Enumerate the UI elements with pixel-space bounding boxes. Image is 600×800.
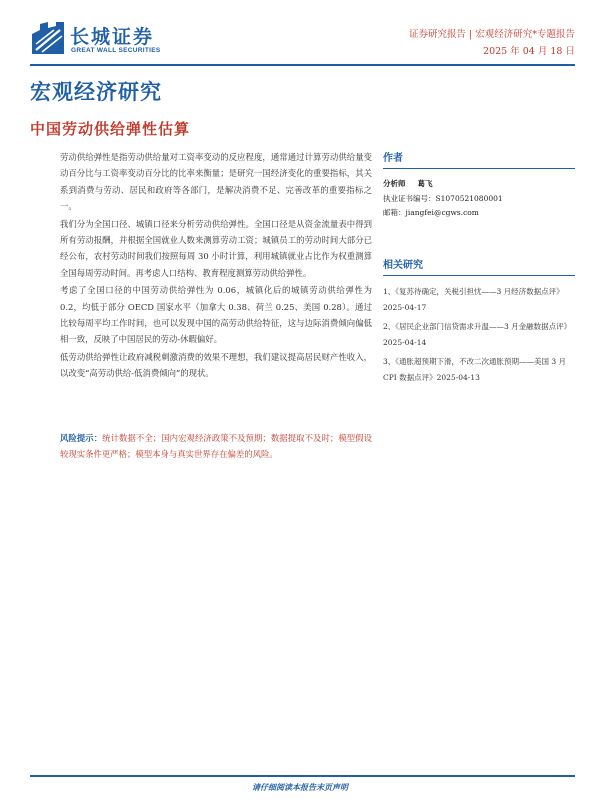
company-logo — [30, 20, 170, 60]
logo-text-en: GREAT WALL SECURITIES — [71, 47, 161, 54]
footer-disclaimer: 请仔细阅读本报告末页声明 — [252, 782, 348, 792]
summary-paragraph: 我们分为全国口径、城镇口径来分析劳动供给弹性。全国口径是从资金流量表中得到所有劳动报酬，并根据全国就业人数来测算劳动工资；城镇员工的劳动时间大部分已经公布，农村劳动时间我们按照每周 30 小时计算，利用城镇就业占比作为权重测算全国每周劳动时间。再考虑人口结构、教育程度测算劳动供给弹性。 — [60, 218, 372, 278]
great-wall-logo-icon — [30, 20, 66, 56]
summary-paragraph: 劳动供给弹性是指劳动供给量对工资率变动的反应程度，通常通过计算劳动供给量变动百分比与工资率变动百分比的比率来衡量；是研究一国经济变化的重要指标，其关系到消费与劳动、居民和政府等各部门，是解决消费不足、完善改革的重要指标之一。 — [60, 152, 372, 212]
author-name-row — [383, 177, 575, 192]
email-label: 邮箱： — [383, 208, 406, 217]
author-section — [383, 149, 575, 221]
summary-paragraph: 考虑了全国口径的中国劳动供给弹性为 0.06，城镇化后的城镇劳动供给弹性为 0.2，均低于部分 OECD 国家水平（加拿大 0.38、荷兰 0.25、美国 0.28）。通过比较每周平均工作时间，也可以发现中国的高劳动供给特征，这与边际消费倾向偏低相一致，反映了中国居民的劳动-休暇偏好。 — [60, 285, 372, 345]
author-email-link[interactable]: jiangfei@cgws.com — [405, 208, 479, 217]
report-title: 中国劳动供给弹性估算 — [30, 120, 191, 138]
author-email-row — [383, 206, 575, 221]
report-category: 证券研究报告 | 宏观经济研究*专题报告 — [409, 29, 575, 40]
related-item[interactable]: 3、《通胀超预期下滑，不改二次通胀预期——美国 3 月 CPI 数据点评》2025-04-13 — [383, 357, 567, 382]
related-heading: 相关研究 — [383, 256, 575, 276]
header-divider — [30, 64, 575, 66]
summary-paragraph: 低劳动供给弹性让政府减税刺激消费的效果不理想，我们建议提高居民财产性收入，以改变“高劳动供给-低消费倾向”的现状。 — [60, 351, 372, 379]
author-role: 分析师 — [383, 179, 406, 188]
author-name: 葛飞 — [417, 179, 433, 188]
cert-number: S1070521080001 — [435, 193, 503, 203]
related-research-section — [383, 256, 575, 389]
risk-text: 统计数据不全；国内宏观经济政策不及预期；数据提取不及时；模型假设较现实条件更严格；模型本身与真实世界存在偏差的风险。 — [60, 433, 372, 460]
cert-label: 执业证书编号： — [383, 193, 436, 203]
risk-label: 风险提示： — [60, 433, 103, 443]
report-date: 2025 年 04 月 18 日 — [483, 46, 575, 57]
related-item[interactable]: 2、《居民企业部门信贷需求升温——3 月金融数据点评》2025-04-14 — [383, 322, 572, 347]
category-title: 宏观经济研究 — [30, 80, 162, 104]
logo-text-cn: 长城证券 — [70, 26, 155, 48]
header-meta — [409, 26, 575, 60]
author-cert-row — [383, 192, 575, 207]
related-list — [383, 284, 575, 385]
author-heading: 作者 — [383, 149, 575, 169]
risk-warning — [60, 430, 372, 463]
footer-divider — [30, 775, 575, 777]
report-header — [30, 16, 575, 66]
report-summary — [60, 149, 372, 383]
related-item[interactable]: 1、《复苏待确定，关税引担忧——3 月经济数据点评》2025-04-17 — [383, 287, 564, 312]
